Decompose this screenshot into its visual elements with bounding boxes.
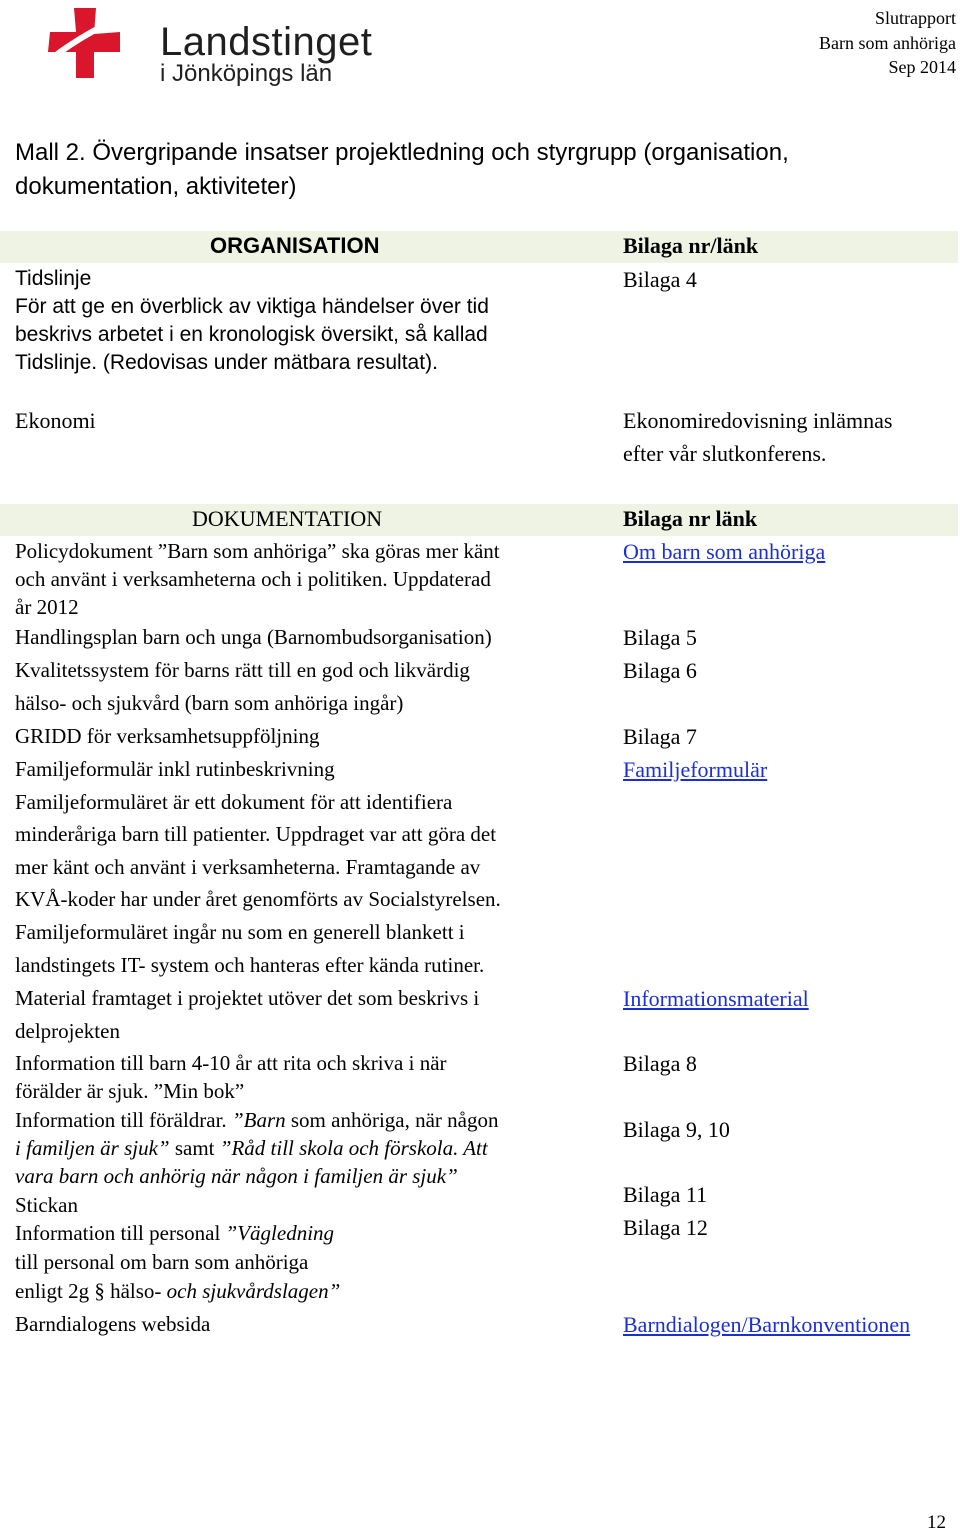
familjeformular-text-3: mer känt och använt i verksamheterna. Framtagande av <box>15 855 481 879</box>
logo-text-line1: Landstinget <box>160 20 373 64</box>
stickan-text: Stickan <box>15 1193 78 1217</box>
tidslinje-text-1: För att ge en överblick av viktiga händelser över tid <box>15 295 489 318</box>
info-personal-3a: enligt 2g § hälso- <box>15 1279 167 1303</box>
dokumentation-heading: DOKUMENTATION <box>192 506 383 531</box>
gridd-text: GRIDD för verksamhetsuppföljning <box>15 724 320 748</box>
policy-link[interactable]: Om barn som anhöriga <box>623 539 826 564</box>
logo-text-line2: i Jönköpings län <box>160 60 333 87</box>
header-meta-date: Sep 2014 <box>888 57 956 77</box>
info-barn-text-2: förälder är sjuk. ”Min bok” <box>15 1079 245 1103</box>
info-foraldrar-1c: som anhöriga, när någon <box>285 1108 499 1132</box>
organisation-heading: ORGANISATION <box>210 233 380 258</box>
header-meta-project: Barn som anhöriga <box>819 33 956 53</box>
info-foraldrar-2c: ”Råd till skola och förskola. Att <box>219 1136 488 1160</box>
familjeformular-text-6: landstingets IT- system och hanteras efter kända rutiner. <box>15 953 485 977</box>
organisation-header-band <box>0 231 958 263</box>
ekonomi-ref-1: Ekonomiredovisning inlämnas <box>623 408 893 433</box>
info-personal-ref: Bilaga 12 <box>623 1215 708 1240</box>
info-barn-text-1: Information till barn 4-10 år att rita och skriva i när <box>15 1051 447 1075</box>
info-personal-1b: ”Vägledning <box>225 1221 335 1245</box>
tidslinje-text-3: Tidslinje. (Redovisas under mätbara resultat). <box>15 351 438 374</box>
familjeformular-text-5: Familjeformuläret ingår nu som en generell blankett i <box>15 920 465 944</box>
material-text-1: Material framtaget i projektet utöver det som beskrivs i <box>15 986 480 1010</box>
info-foraldrar-2a: i familjen är sjuk” <box>15 1136 170 1160</box>
info-personal-line-1 <box>15 1221 334 1246</box>
page-number: 12 <box>927 1512 946 1533</box>
familjeformular-title: Familjeformulär inkl rutinbeskrivning <box>15 757 335 781</box>
red-cross-logo-icon <box>38 6 148 82</box>
page-title-line1: Mall 2. Övergripande insatser projektledning och styrgrupp (organisation, <box>15 139 789 166</box>
dokumentation-header-band <box>0 504 958 536</box>
familjeformular-text-2: minderåriga barn till patienter. Uppdraget var att göra det <box>15 822 497 846</box>
familjeformular-text-1: Familjeformuläret är ett dokument för att identifiera <box>15 790 453 814</box>
info-personal-3b: och sjukvårdslagen” <box>166 1279 341 1303</box>
stickan-ref: Bilaga 11 <box>623 1182 708 1207</box>
info-foraldrar-line-3: vara barn och anhörig när någon i familjen är sjuk” <box>15 1164 458 1188</box>
tidslinje-text-2: beskrivs arbetet i en kronologisk översikt, så kallad <box>15 323 488 346</box>
info-foraldrar-2b: samt <box>169 1136 220 1160</box>
info-foraldrar-1a: Information till föräldrar. <box>15 1108 232 1132</box>
info-personal-line-2: till personal om barn som anhöriga <box>15 1250 309 1274</box>
kvalitet-text-1: Kvalitetssystem för barns rätt till en god och likvärdig <box>15 658 470 682</box>
barndialog-text: Barndialogens websida <box>15 1312 211 1336</box>
info-foraldrar-line-1 <box>15 1108 499 1133</box>
page-title <box>15 136 789 204</box>
info-barn-ref: Bilaga 8 <box>623 1051 697 1076</box>
barndialog-link[interactable]: Barndialogen/Barnkonventionen <box>623 1312 911 1337</box>
organisation-col2-heading: Bilaga nr/länk <box>623 233 759 258</box>
policy-text-3: år 2012 <box>15 595 79 619</box>
ekonomi-ref-2: efter vår slutkonferens. <box>623 441 827 466</box>
informationsmaterial-link[interactable]: Informationsmaterial <box>623 986 809 1011</box>
landstinget-logo <box>38 6 373 87</box>
material-text-2: delprojekten <box>15 1019 120 1043</box>
header-meta-report: Slutrapport <box>875 8 956 28</box>
handlingsplan-ref: Bilaga 5 <box>623 625 697 650</box>
info-foraldrar-ref: Bilaga 9, 10 <box>623 1117 730 1142</box>
dokumentation-col2-heading: Bilaga nr länk <box>623 506 758 531</box>
policy-text-2: och använt i verksamheterna och i politiken. Uppdaterad <box>15 567 491 591</box>
info-personal-line-3 <box>15 1279 340 1304</box>
kvalitet-ref: Bilaga 6 <box>623 658 697 683</box>
familjeformular-link[interactable]: Familjeformulär <box>623 757 768 782</box>
info-foraldrar-1b: ”Barn <box>231 1108 286 1132</box>
policy-text-1: Policydokument ”Barn som anhöriga” ska göras mer känt <box>15 539 500 563</box>
familjeformular-text-4: KVÅ-koder har under året genomförts av Socialstyrelsen. <box>15 887 501 911</box>
tidslinje-ref: Bilaga 4 <box>623 267 697 292</box>
info-foraldrar-line-2 <box>15 1136 488 1161</box>
gridd-ref: Bilaga 7 <box>623 724 697 749</box>
ekonomi-label: Ekonomi <box>15 408 96 433</box>
kvalitet-text-2: hälso- och sjukvård (barn som anhöriga ingår) <box>15 691 404 715</box>
page-title-line2: dokumentation, aktiviteter) <box>15 173 297 200</box>
tidslinje-label: Tidslinje <box>15 267 92 290</box>
info-personal-1a: Information till personal <box>15 1221 226 1245</box>
handlingsplan-text: Handlingsplan barn och unga (Barnombudsorganisation) <box>15 625 492 649</box>
